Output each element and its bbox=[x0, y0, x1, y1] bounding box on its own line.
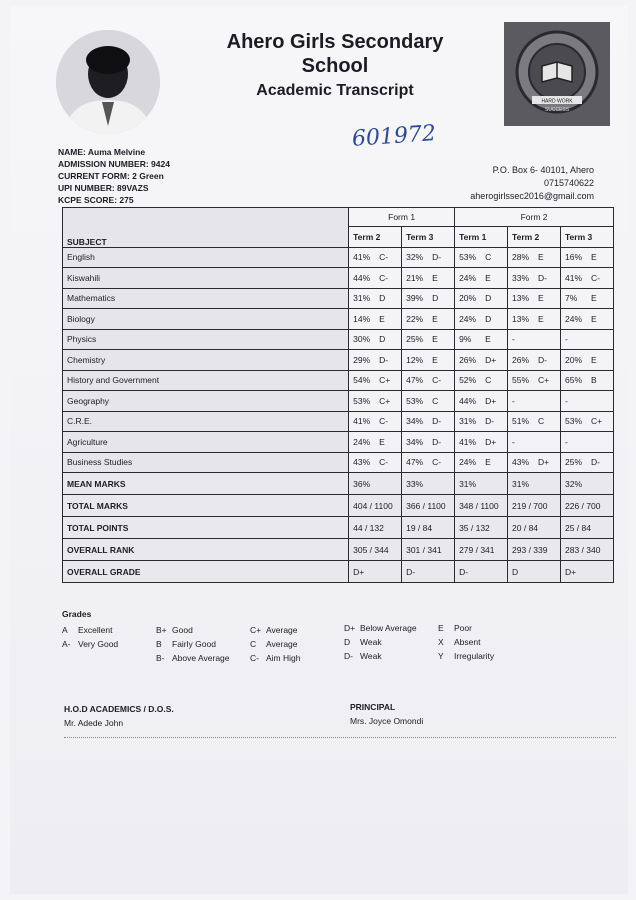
score-percent: 51% bbox=[512, 416, 530, 427]
score-percent: 52% bbox=[459, 375, 477, 386]
score-cell bbox=[402, 350, 455, 371]
score-percent: 53% bbox=[406, 395, 424, 406]
transcript-page bbox=[10, 6, 628, 894]
legend-item bbox=[156, 639, 216, 649]
legend-grade: C bbox=[250, 639, 257, 649]
student-name: NAME: Auma Melvine bbox=[58, 147, 146, 157]
score-cell bbox=[455, 370, 508, 391]
score-percent: 20% bbox=[564, 354, 582, 365]
score-cell bbox=[402, 452, 455, 473]
summary-row bbox=[63, 561, 614, 583]
logo-motto-text: SUCCESS bbox=[544, 107, 570, 113]
score-cell bbox=[560, 370, 613, 391]
legend-grade: C+ bbox=[250, 625, 262, 635]
score-percent: 24% bbox=[564, 313, 582, 324]
legend-item bbox=[62, 639, 118, 649]
score-percent: 14% bbox=[353, 313, 371, 324]
score-percent: 47% bbox=[406, 457, 424, 468]
table-row bbox=[63, 350, 614, 371]
score-grade: E bbox=[590, 313, 597, 324]
score-cell bbox=[349, 309, 402, 330]
score-percent: 28% bbox=[512, 252, 530, 263]
score-grade: D- bbox=[538, 272, 548, 283]
kcpe-score: KCPE SCORE: 275 bbox=[58, 195, 134, 205]
score-percent: - bbox=[564, 436, 568, 447]
term-header: Term 3 bbox=[402, 227, 455, 248]
score-cell bbox=[349, 411, 402, 432]
summary-value: 25 / 84 bbox=[560, 517, 613, 539]
form1-header: Form 1 bbox=[349, 208, 455, 227]
score-grade: C bbox=[485, 375, 492, 386]
score-cell bbox=[560, 288, 613, 309]
legend-item bbox=[62, 625, 113, 635]
legend-grade: A- bbox=[62, 639, 71, 649]
score-cell bbox=[560, 432, 613, 453]
score-cell bbox=[402, 432, 455, 453]
summary-value: 20 / 84 bbox=[508, 517, 561, 539]
score-percent: 34% bbox=[406, 416, 424, 427]
score-grade: E bbox=[485, 457, 491, 468]
score-grade: E bbox=[379, 313, 385, 324]
upi-number: UPI NUMBER: 89VAZS bbox=[58, 183, 149, 193]
table-row bbox=[63, 391, 614, 412]
score-grade: D+ bbox=[485, 436, 497, 447]
grade-legend bbox=[62, 609, 495, 663]
subject-cell: Agriculture bbox=[63, 432, 349, 453]
score-percent: 7% bbox=[564, 293, 578, 304]
form2-header: Form 2 bbox=[455, 208, 614, 227]
score-grade: C- bbox=[590, 272, 600, 283]
score-cell bbox=[402, 247, 455, 268]
summary-value: D+ bbox=[560, 561, 613, 583]
score-percent: 55% bbox=[512, 375, 530, 386]
score-grade: E bbox=[379, 436, 385, 447]
legend-grade: C- bbox=[250, 653, 259, 663]
subject-cell: History and Government bbox=[63, 370, 349, 391]
score-grade: D- bbox=[432, 416, 442, 427]
score-cell bbox=[560, 329, 613, 350]
score-percent: 33% bbox=[512, 272, 530, 283]
legend-item bbox=[438, 651, 494, 661]
score-grade: C+ bbox=[379, 375, 391, 386]
legend-item bbox=[438, 637, 480, 647]
legend-description: Good bbox=[172, 625, 193, 635]
score-percent: 43% bbox=[512, 457, 530, 468]
score-grade: C- bbox=[379, 416, 389, 427]
summary-value: D+ bbox=[349, 561, 402, 583]
legend-item bbox=[250, 625, 298, 635]
score-cell bbox=[349, 452, 402, 473]
admission-number: ADMISSION NUMBER: 9424 bbox=[58, 159, 170, 169]
score-grade: E bbox=[432, 334, 438, 345]
score-cell bbox=[402, 288, 455, 309]
score-percent: 26% bbox=[512, 354, 530, 365]
score-percent: 53% bbox=[353, 395, 371, 406]
summary-value: 293 / 339 bbox=[508, 539, 561, 561]
summary-value: D- bbox=[455, 561, 508, 583]
score-cell bbox=[508, 309, 561, 330]
summary-value: 19 / 84 bbox=[402, 517, 455, 539]
score-percent: 12% bbox=[406, 354, 424, 365]
summary-value: D- bbox=[402, 561, 455, 583]
score-grade: C- bbox=[432, 457, 442, 468]
score-cell bbox=[349, 350, 402, 371]
summary-value: 32% bbox=[560, 473, 613, 495]
term-header: Term 1 bbox=[455, 227, 508, 248]
school-contact bbox=[470, 164, 594, 203]
subject-cell: Physics bbox=[63, 329, 349, 350]
legend-description: Weak bbox=[360, 651, 382, 661]
score-percent: 54% bbox=[353, 375, 371, 386]
table-row bbox=[63, 288, 614, 309]
score-cell bbox=[508, 288, 561, 309]
score-percent: - bbox=[512, 436, 515, 447]
legend-item bbox=[250, 653, 300, 663]
current-form: CURRENT FORM: 2 Green bbox=[58, 171, 164, 181]
table-row bbox=[63, 247, 614, 268]
email-address: aherogirlssec2016@gmail.com bbox=[470, 191, 594, 201]
score-grade: D bbox=[379, 293, 386, 304]
score-cell bbox=[455, 432, 508, 453]
legend-description: Absent bbox=[454, 637, 481, 647]
score-cell bbox=[455, 411, 508, 432]
summary-value: 219 / 700 bbox=[508, 495, 561, 517]
table-row bbox=[63, 268, 614, 289]
score-cell bbox=[349, 432, 402, 453]
score-percent: - bbox=[564, 334, 568, 345]
summary-value: D bbox=[508, 561, 561, 583]
score-percent: - bbox=[512, 334, 515, 345]
signature-line bbox=[64, 737, 616, 738]
summary-value: 348 / 1100 bbox=[455, 495, 508, 517]
score-grade: C bbox=[485, 252, 492, 263]
score-percent: 44% bbox=[459, 395, 477, 406]
summary-value: 283 / 340 bbox=[560, 539, 613, 561]
score-cell bbox=[455, 391, 508, 412]
score-percent: 41% bbox=[459, 436, 477, 447]
summary-label: MEAN MARKS bbox=[63, 473, 349, 495]
summary-value: 305 / 344 bbox=[349, 539, 402, 561]
summary-value: 36% bbox=[349, 473, 402, 495]
legend-description: Irregularity bbox=[454, 651, 495, 661]
score-cell bbox=[508, 452, 561, 473]
score-percent: 31% bbox=[353, 293, 371, 304]
table-row bbox=[63, 329, 614, 350]
student-photo bbox=[56, 30, 160, 134]
legend-item bbox=[438, 623, 472, 633]
score-cell bbox=[508, 350, 561, 371]
summary-value: 31% bbox=[508, 473, 561, 495]
score-percent: 20% bbox=[459, 293, 477, 304]
score-grade: C- bbox=[432, 375, 442, 386]
score-percent: 16% bbox=[564, 252, 582, 263]
term-header: Term 2 bbox=[508, 227, 561, 248]
score-cell bbox=[508, 411, 561, 432]
term-header: Term 3 bbox=[560, 227, 613, 248]
score-percent: 53% bbox=[459, 252, 477, 263]
score-cell bbox=[508, 391, 561, 412]
table-row bbox=[63, 309, 614, 330]
score-grade: E bbox=[485, 334, 491, 345]
legend-grade: D bbox=[344, 637, 351, 647]
score-grade: D- bbox=[379, 354, 389, 365]
legend-item bbox=[344, 637, 382, 647]
score-grade: C+ bbox=[590, 416, 603, 427]
score-percent: - bbox=[512, 395, 515, 406]
score-grade: D- bbox=[485, 416, 495, 427]
score-percent: 47% bbox=[406, 375, 424, 386]
score-cell bbox=[455, 247, 508, 268]
hod-name: Mr. Adede John bbox=[64, 718, 124, 728]
table-row bbox=[63, 452, 614, 473]
score-percent: 29% bbox=[353, 354, 371, 365]
table-row bbox=[63, 411, 614, 432]
score-cell bbox=[455, 350, 508, 371]
summary-value: 33% bbox=[402, 473, 455, 495]
legend-description: Poor bbox=[454, 623, 472, 633]
legend-item bbox=[250, 639, 298, 649]
score-grade: C- bbox=[379, 272, 389, 283]
score-percent: 24% bbox=[459, 457, 477, 468]
summary-value: 301 / 341 bbox=[402, 539, 455, 561]
score-percent: 44% bbox=[353, 272, 371, 283]
legend-grade: B- bbox=[156, 653, 165, 663]
score-cell bbox=[349, 370, 402, 391]
subject-cell: C.R.E. bbox=[63, 411, 349, 432]
table-row bbox=[63, 370, 614, 391]
score-grade: E bbox=[538, 313, 544, 324]
subject-cell: English bbox=[63, 247, 349, 268]
score-percent: 13% bbox=[512, 313, 530, 324]
legend-grade: Y bbox=[438, 651, 444, 661]
score-grade: D- bbox=[590, 457, 600, 468]
score-grade: E bbox=[538, 293, 544, 304]
score-percent: 41% bbox=[353, 252, 371, 263]
score-grade: E bbox=[590, 293, 597, 304]
score-cell bbox=[560, 411, 613, 432]
score-percent: 25% bbox=[406, 334, 424, 345]
score-cell bbox=[349, 329, 402, 350]
legend-description: Average bbox=[266, 625, 298, 635]
grades-body bbox=[63, 247, 614, 583]
score-grade: D bbox=[432, 293, 439, 304]
legend-grade: X bbox=[438, 637, 444, 647]
score-cell bbox=[560, 452, 613, 473]
handwritten-number: 601972 bbox=[351, 121, 437, 152]
score-grade: E bbox=[485, 272, 491, 283]
score-grade: D- bbox=[432, 436, 442, 447]
legend-title: Grades bbox=[62, 609, 92, 619]
postal-address: P.O. Box 6- 40101, Ahero bbox=[492, 165, 594, 175]
summary-label: OVERALL RANK bbox=[63, 539, 349, 561]
subject-cell: Geography bbox=[63, 391, 349, 412]
score-percent: 34% bbox=[406, 436, 424, 447]
logo-motto-text: HARD WORK bbox=[541, 98, 573, 105]
score-cell bbox=[560, 391, 613, 412]
score-cell bbox=[455, 309, 508, 330]
score-grade: C bbox=[538, 416, 545, 427]
score-grade: C- bbox=[379, 457, 389, 468]
summary-value: 366 / 1100 bbox=[402, 495, 455, 517]
summary-value: 35 / 132 bbox=[455, 517, 508, 539]
principal-role: PRINCIPAL bbox=[350, 702, 396, 712]
summary-row bbox=[63, 517, 614, 539]
legend-item bbox=[156, 625, 193, 635]
principal-signature-block bbox=[350, 700, 423, 728]
score-cell bbox=[455, 268, 508, 289]
score-grade: E bbox=[590, 252, 597, 263]
score-cell bbox=[349, 391, 402, 412]
score-cell bbox=[349, 268, 402, 289]
school-logo bbox=[504, 22, 610, 126]
score-cell bbox=[402, 329, 455, 350]
score-grade: E bbox=[538, 252, 544, 263]
subject-cell: Chemistry bbox=[63, 350, 349, 371]
score-grade: D bbox=[485, 313, 492, 324]
score-cell bbox=[560, 309, 613, 330]
document-title: Academic Transcript bbox=[256, 82, 414, 99]
score-cell bbox=[455, 329, 508, 350]
score-cell bbox=[560, 350, 613, 371]
score-percent: 24% bbox=[459, 313, 477, 324]
table-row bbox=[63, 432, 614, 453]
hod-signature-block bbox=[64, 702, 174, 730]
score-percent: 32% bbox=[406, 252, 424, 263]
score-grade: D+ bbox=[538, 457, 550, 468]
legend-grade: A bbox=[62, 625, 68, 635]
score-percent: - bbox=[564, 395, 568, 406]
score-percent: 41% bbox=[564, 272, 582, 283]
legend-description: Weak bbox=[360, 637, 382, 647]
summary-label: TOTAL MARKS bbox=[63, 495, 349, 517]
legend-description: Average bbox=[266, 639, 298, 649]
score-cell bbox=[508, 247, 561, 268]
summary-value: 226 / 700 bbox=[560, 495, 613, 517]
score-cell bbox=[508, 329, 561, 350]
score-grade: E bbox=[590, 354, 597, 365]
legend-description: Above Average bbox=[172, 653, 230, 663]
score-cell bbox=[402, 391, 455, 412]
legend-grade: D- bbox=[344, 651, 353, 661]
subject-header: SUBJECT bbox=[63, 208, 349, 248]
score-percent: 26% bbox=[459, 354, 477, 365]
principal-name: Mrs. Joyce Omondi bbox=[350, 716, 424, 726]
score-grade: E bbox=[432, 272, 438, 283]
score-cell bbox=[508, 432, 561, 453]
score-grade: D+ bbox=[485, 395, 497, 406]
score-percent: 24% bbox=[459, 272, 477, 283]
legend-grade: E bbox=[438, 623, 444, 633]
legend-description: Excellent bbox=[78, 625, 113, 635]
score-percent: 53% bbox=[564, 416, 582, 427]
score-percent: 43% bbox=[353, 457, 371, 468]
score-percent: 21% bbox=[406, 272, 424, 283]
score-cell bbox=[402, 309, 455, 330]
score-cell bbox=[455, 288, 508, 309]
legend-description: Aim High bbox=[266, 653, 301, 663]
score-cell bbox=[560, 268, 613, 289]
subject-cell: Business Studies bbox=[63, 452, 349, 473]
score-cell bbox=[349, 288, 402, 309]
score-percent: 24% bbox=[353, 436, 371, 447]
grades-table bbox=[62, 207, 614, 583]
score-percent: 31% bbox=[459, 416, 477, 427]
legend-grade: B+ bbox=[156, 625, 167, 635]
score-grade: B bbox=[590, 375, 597, 386]
score-cell bbox=[402, 411, 455, 432]
summary-value: 279 / 341 bbox=[455, 539, 508, 561]
phone-number: 0715740622 bbox=[543, 178, 594, 188]
score-cell bbox=[455, 452, 508, 473]
score-grade: D bbox=[485, 293, 492, 304]
score-percent: 22% bbox=[406, 313, 424, 324]
score-percent: 41% bbox=[353, 416, 371, 427]
summary-label: TOTAL POINTS bbox=[63, 517, 349, 539]
score-percent: 65% bbox=[564, 375, 582, 386]
subject-cell: Kiswahili bbox=[63, 268, 349, 289]
legend-item bbox=[344, 623, 417, 633]
legend-description: Very Good bbox=[78, 639, 119, 649]
term-header: Term 2 bbox=[349, 227, 402, 248]
legend-description: Below Average bbox=[360, 623, 417, 633]
score-grade: C bbox=[432, 395, 439, 406]
score-cell bbox=[349, 247, 402, 268]
score-percent: 39% bbox=[406, 293, 424, 304]
legend-grade: B bbox=[156, 639, 162, 649]
score-percent: 25% bbox=[564, 457, 582, 468]
score-cell bbox=[560, 247, 613, 268]
legend-grade: D+ bbox=[344, 623, 356, 633]
score-grade: C- bbox=[379, 252, 389, 263]
score-grade: E bbox=[432, 313, 438, 324]
summary-row bbox=[63, 539, 614, 561]
score-grade: C+ bbox=[538, 375, 550, 386]
score-cell bbox=[508, 370, 561, 391]
score-grade: D bbox=[379, 334, 386, 345]
student-info bbox=[58, 146, 170, 206]
summary-row bbox=[63, 473, 614, 495]
summary-value: 44 / 132 bbox=[349, 517, 402, 539]
score-grade: D- bbox=[432, 252, 442, 263]
score-cell bbox=[402, 370, 455, 391]
score-percent: 9% bbox=[459, 334, 472, 345]
subject-cell: Biology bbox=[63, 309, 349, 330]
score-percent: 30% bbox=[353, 334, 371, 345]
score-percent: 13% bbox=[512, 293, 530, 304]
summary-label: OVERALL GRADE bbox=[63, 561, 349, 583]
legend-description: Fairly Good bbox=[172, 639, 216, 649]
hod-role: H.O.D ACADEMICS / D.O.S. bbox=[64, 704, 174, 714]
score-grade: E bbox=[432, 354, 438, 365]
summary-row bbox=[63, 495, 614, 517]
score-grade: C+ bbox=[379, 395, 391, 406]
score-grade: D+ bbox=[485, 354, 497, 365]
score-cell bbox=[402, 268, 455, 289]
summary-value: 404 / 1100 bbox=[349, 495, 402, 517]
score-cell bbox=[508, 268, 561, 289]
summary-value: 31% bbox=[455, 473, 508, 495]
school-name: Ahero Girls Secondary School bbox=[226, 31, 444, 77]
subject-cell: Mathematics bbox=[63, 288, 349, 309]
score-grade: D- bbox=[538, 354, 548, 365]
legend-item bbox=[156, 653, 230, 663]
legend-item bbox=[344, 651, 382, 661]
